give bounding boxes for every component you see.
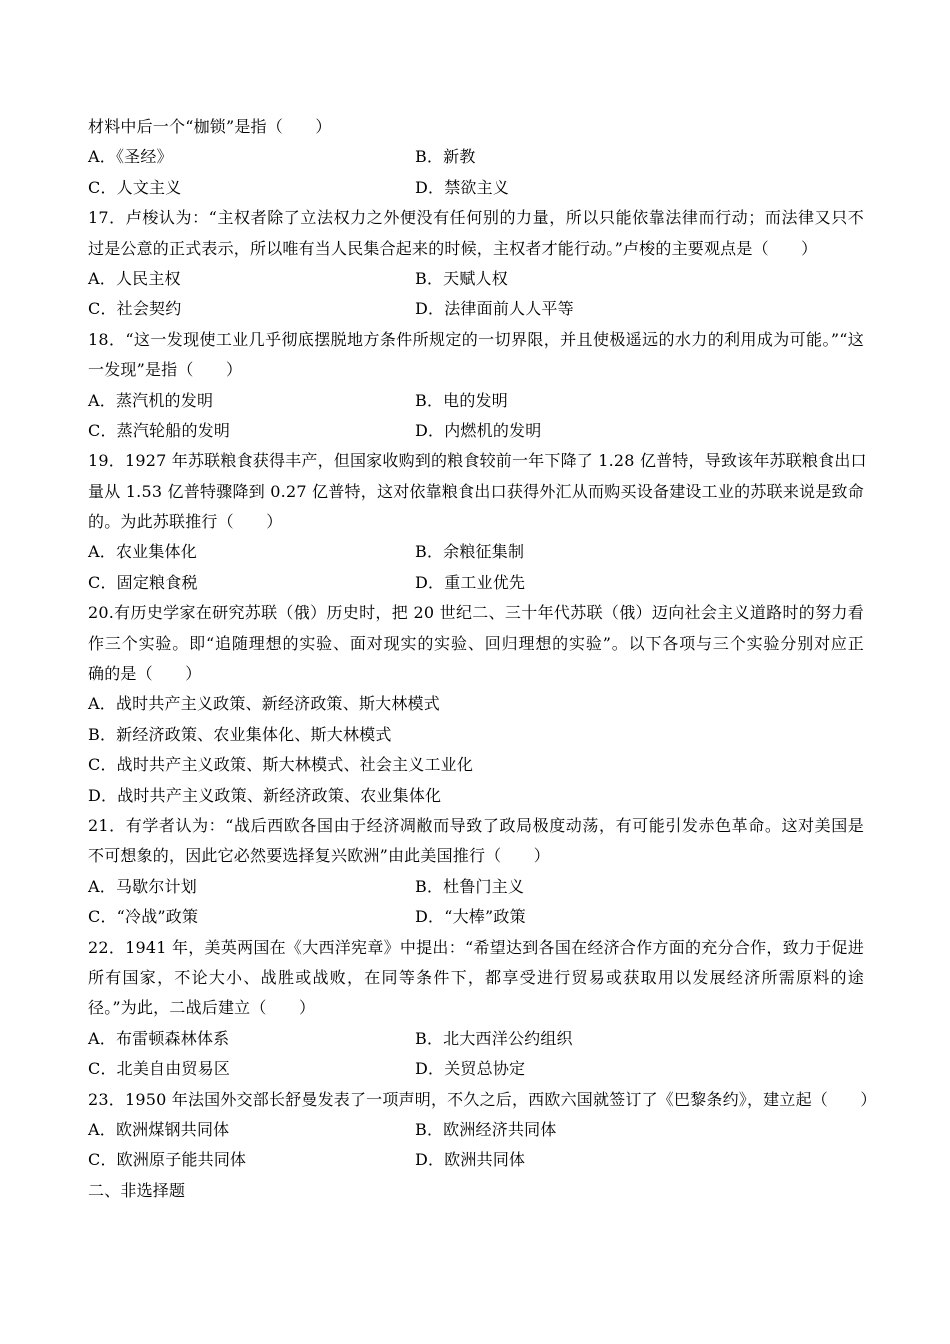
q19-options-row-2 [88,568,864,598]
q16-options-row-2 [88,173,864,203]
q19-options-row-1 [88,537,864,567]
q20-option-d: D．战时共产主义政策、新经济政策、农业集体化 [88,785,442,805]
q23-options-row-2 [88,1145,864,1175]
q17-stem-line-2: 过是公意的正式表示，所以唯有当人民集合起来的时候，主权者才能行动。”卢梭的主要观点是（ ） [88,238,818,258]
q23-option-d: D．欧洲共同体 [415,1150,526,1170]
q22-stem-line-2: 所有国家，不论大小、战胜或战败，在同等条件下，都享受进行贸易或获取用以发展经济所需原料的途 [88,967,864,987]
q21-stem-line-2: 不可想象的，因此它必然要选择复兴欧洲”由此美国推行（ ） [88,846,550,866]
q19-stem-line-2: 量从 1.53 亿普特骤降到 0.27 亿普特，这对依靠粮食出口获得外汇从而购买设备建设工业的苏联来说是致命 [88,481,864,501]
q22-options-row-2 [88,1054,864,1084]
q19-option-d: D．重工业优先 [415,572,526,592]
q22-option-c: C．北美自由贸易区 [88,1059,231,1079]
q20-stem-line-3: 确的是（ ） [88,664,202,684]
q23-option-c: C．欧洲原子能共同体 [88,1150,247,1170]
q16-option-b: B．新教 [415,147,476,167]
q16-option-c: C．人文主义 [88,177,182,197]
q23-options-row-1 [88,1115,864,1145]
q18-stem-line-1: 18．“这一发现使工业几乎彻底摆脱地方条件所规定的一切界限，并且使极遥远的水力的利用成为可能。”“这 [88,329,864,349]
q16-option-a: A．《圣经》 [88,147,173,167]
q18-options-row-1 [88,386,864,416]
q20-option-c: C．战时共产主义政策、斯大林模式、社会主义工业化 [88,755,474,775]
q19-stem-line-1: 19．1927 年苏联粮食获得丰产，但国家收购到的粮食较前一年下降了 1.28 亿普特，导致该年苏联粮食出口 [88,451,867,471]
q21-options-row-2 [88,902,864,932]
q23-option-a: A．欧洲煤钢共同体 [88,1119,230,1139]
q17-option-a: A．人民主权 [88,268,181,288]
q16-option-d: D．禁欲主义 [415,177,510,197]
q23-stem-line-1: 23．1950 年法国外交部长舒曼发表了一项声明，不久之后，西欧六国就签订了《巴黎条约》，建立起（ ） [88,1089,877,1109]
q17-options-row-2 [88,294,864,324]
q21-option-d: D．“大棒”政策 [415,907,526,927]
q21-option-b: B．杜鲁门主义 [415,876,525,896]
q19-stem-line-3: 的。为此苏联推行（ ） [88,512,283,532]
q21-option-c: C．“冷战”政策 [88,907,199,927]
q19-option-b: B．余粮征集制 [415,542,525,562]
q16-options-row-1 [88,142,864,172]
q18-option-d: D．内燃机的发明 [415,420,542,440]
q18-stem-line-2: 一发现”是指（ ） [88,360,243,380]
q18-option-a: A．蒸汽机的发明 [88,390,214,410]
q22-options-row-1 [88,1024,864,1054]
q22-option-a: A．布雷顿森林体系 [88,1028,230,1048]
q16-stem: 材料中后一个“枷锁”是指（ ） [88,117,332,136]
q19-option-a: A．农业集体化 [88,542,197,562]
q17-option-b: B．天赋人权 [415,268,508,288]
q17-option-d: D．法律面前人人平等 [415,299,574,319]
q22-option-b: B．北大西洋公约组织 [415,1028,573,1048]
q18-option-b: B．电的发明 [415,390,508,410]
q19-option-c: C．固定粮食税 [88,572,198,592]
q20-option-a: A．战时共产主义政策、新经济政策、斯大林模式 [88,694,440,714]
q21-option-a: A．马歇尔计划 [88,876,197,896]
q21-options-row-1 [88,872,864,902]
q18-options-row-2 [88,416,864,446]
q17-stem-line-1: 17．卢梭认为：“主权者除了立法权力之外便没有任何别的力量，所以只能依靠法律而行动；而法律又只不 [88,208,864,228]
q22-option-d: D．关贸总协定 [415,1059,526,1079]
q22-stem-line-1: 22．1941 年，美英两国在《大西洋宪章》中提出：“希望达到各国在经济合作方面的充分合作，致力于促进 [88,937,864,957]
q20-stem-line-1: 20.有历史学家在研究苏联（俄）历史时，把 20 世纪二、三十年代苏联（俄）迈向社会主义道路时的努力看 [88,603,864,623]
q21-stem-line-1: 21．有学者认为：“战后西欧各国由于经济凋敝而导致了政局极度动荡，有可能引发赤色革命。这对美国是 [88,815,864,835]
section-2-heading: 二、非选择题 [88,1180,186,1200]
q17-options-row-1 [88,264,864,294]
q23-option-b: B．欧洲经济共同体 [415,1119,557,1139]
q18-option-c: C．蒸汽轮船的发明 [88,420,231,440]
q20-stem-line-2: 作三个实验。即“追随理想的实验、面对现实的实验、回归理想的实验”。以下各项与三个实验分别对应正 [88,633,864,653]
q22-stem-line-3: 径。”为此，二战后建立（ ） [88,998,316,1018]
q17-option-c: C．社会契约 [88,299,182,319]
q20-option-b: B．新经济政策、农业集体化、斯大林模式 [88,724,392,744]
exam-page [88,112,877,1206]
